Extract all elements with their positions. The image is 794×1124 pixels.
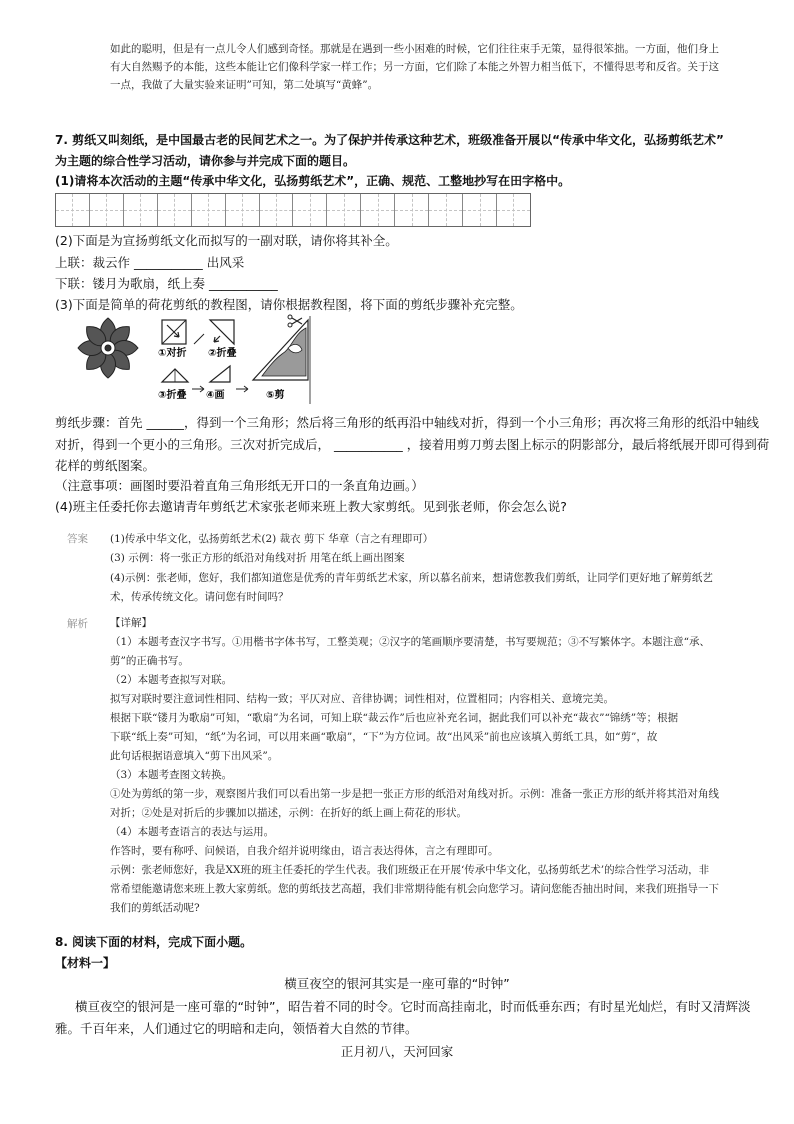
- grid-cell[interactable]: [497, 194, 530, 226]
- q7-stem-line-1: 7. 剪纸又叫刻纸，是中国最古老的民间艺术之一。为了保护并传承这种艺术，班级准备开展以“传承中华文化，弘扬剪纸艺术”: [55, 133, 724, 147]
- analysis-line: 此句话根据语意填入“剪下出风采”。: [110, 750, 279, 762]
- grid-cell[interactable]: [395, 194, 429, 226]
- step3-label: ③折叠: [158, 390, 187, 401]
- answer-line-3: (4)示例：张老师，您好，我们都知道您是优秀的青年剪纸艺术家，所以慕名前来，想请您教我们剪纸，让同学们更好地了解剪纸艺: [110, 572, 713, 584]
- q8-para-line-1: 横亘夜空的银河是一座可靠的“时钟”，昭告着不同的时令。它时而高挂南北，时而低垂东西；有时星光灿烂，有时又清辉淡: [75, 999, 751, 1014]
- analysis-line: 常希望能邀请您来班上教大家剪纸。您的剪纸技艺高超，我们非常期待能有机会向您学习。请问您能否抽出时间，来我们班指导一下: [110, 883, 719, 895]
- grid-cell[interactable]: [158, 194, 192, 226]
- grid-cell[interactable]: [192, 194, 226, 226]
- cut-steps-line-2: 对折，得到一个更小的三角形。三次对折完成后， ___________ ，接着用剪刀剪去图上标示的阴影部分，最后将纸展开即可得到荷: [55, 437, 770, 452]
- q7-sub3: (3)下面是简单的荷花剪纸的教程图，请你根据教程图，将下面的剪纸步骤补充完整。: [55, 297, 523, 312]
- q7-sub1: (1)请将本次活动的主题“传承中华文化，弘扬剪纸艺术”，正确、规范、工整地抄写在田字格中。: [55, 174, 571, 188]
- step4-label: ④画: [206, 390, 225, 401]
- analysis-line: 剪”的正确书写。: [110, 655, 189, 667]
- grid-cell[interactable]: [260, 194, 294, 226]
- analysis-line: （1）本题考查汉字书写。①用楷书字体书写，工整美观；②汉字的笔画顺序要清楚，书写要规范；③不写繁体字。本题注意“承、: [110, 636, 711, 648]
- q8-subtitle: 正月初八，天河回家: [340, 1044, 454, 1059]
- answer-line-4: 术，传承传统文化。请问您有时间吗？: [110, 591, 289, 603]
- step5-label: ⑤剪: [266, 390, 285, 401]
- q8-stem: 8. 阅读下面的材料，完成下面小题。: [55, 935, 253, 949]
- cut-steps-line-3: 花样的剪纸图案。: [55, 458, 156, 473]
- answer-label: 答案: [67, 533, 88, 545]
- tianzige-grid[interactable]: [55, 193, 531, 227]
- analysis-line: 根据下联“镂月为歌扇”可知，“歌扇”为名词，可知上联“裁云作”后也应补充名词，据此我们可以补充“裁衣”“锦绣”等；根据: [110, 712, 679, 724]
- q7-sub4: (4)班主任委托你去邀请青年剪纸艺术家张老师来班上教大家剪纸。见到张老师，你会怎么说?: [55, 499, 567, 514]
- lotus-flower-icon: [78, 318, 138, 378]
- grid-cell[interactable]: [124, 194, 158, 226]
- q8-para-line-2: 雅。千百年来，人们通过它的明暗和走向，领悟着大自然的节律。: [55, 1021, 418, 1036]
- analysis-line: ①处为剪纸的第一步，观察图片我们可以看出第一步是把一张正方形的纸沿对角线对折。示例：准备一张正方形的纸并将其沿对角线: [110, 788, 719, 800]
- analysis-line: （4）本题考查语言的表达与运用。: [110, 826, 275, 838]
- q8-article-title: 横亘夜空的银河其实是一座可靠的“时钟”: [284, 976, 510, 991]
- q8-material-label: 【材料一】: [55, 956, 116, 970]
- grid-cell[interactable]: [226, 194, 260, 226]
- analysis-line: 作答时，要有称呼、问候语，自我介绍并说明缘由，语言表达得体，言之有理即可。: [110, 845, 499, 857]
- arrow-4-to-5-icon: [236, 386, 248, 392]
- answer-line-1: (1)传承中华文化，弘扬剪纸艺术(2) 裁衣 剪下 华章（言之有理即可）: [110, 533, 434, 545]
- grid-cell[interactable]: [463, 194, 497, 226]
- analysis-line: 【详解】: [110, 617, 152, 629]
- grid-cell[interactable]: [56, 194, 90, 226]
- arrow-3-to-4-icon: [192, 386, 204, 392]
- analysis-label: 解析: [67, 618, 88, 630]
- analysis-line: 我们的剪纸活动呢?: [110, 902, 200, 914]
- analysis-line: （3）本题考查图文转换。: [110, 769, 233, 781]
- analysis-line: 对折；②处是对折后的步骤加以描述，示例：在折好的纸上画上荷花的形状。: [110, 807, 467, 819]
- paper-cut-tutorial-figure: [70, 314, 315, 406]
- cut-steps-line-1: 剪纸步骤：首先 ______，得到一个三角形；然后将三角形的纸再沿中轴线对折，得到一个小三角形；再次将三角形的纸沿中轴线: [55, 415, 759, 430]
- grid-cell[interactable]: [293, 194, 327, 226]
- step2-label: ②折叠: [208, 348, 237, 359]
- analysis-line: 下联“纸上奏”可知，“纸”为名词，可以用来画“歌扇”，“下”为方位词。故“出风采”前也应该填入剪纸工具，如“剪”，故: [110, 731, 658, 743]
- grid-cell[interactable]: [327, 194, 361, 226]
- cut-note: （注意事项：画图时要沿着直角三角形纸无开口的一条直角边画。）: [55, 478, 424, 493]
- analysis-line: （2）本题考查拟写对联。: [110, 674, 233, 686]
- intro-line-2: 有大自然赐予的本能，这些本能让它们像科学家一样工作；另一方面，它们除了本能之外智力相当低下，不懂得思考和反省。关于这: [110, 61, 719, 73]
- scissors-icon: [292, 318, 302, 324]
- arrow-1-to-2-icon: [194, 334, 204, 344]
- couplet-upper: 上联：裁云作 ___________ 出风采: [55, 255, 245, 270]
- grid-cell[interactable]: [361, 194, 395, 226]
- step4-triangle: [210, 366, 230, 382]
- couplet-lower: 下联：镂月为歌扇，纸上奏 ___________: [55, 276, 278, 291]
- grid-cell[interactable]: [429, 194, 463, 226]
- intro-line-3: 一点，我做了大量实验来证明”可知，第二处填写“黄蜂”。: [110, 79, 379, 91]
- step1-label: ①对折: [158, 348, 187, 359]
- answer-line-2: (3) 示例：将一张正方形的纸沿对角线对折 用笔在纸上画出图案: [110, 552, 405, 564]
- step2-fold-arrow-icon: [214, 336, 220, 342]
- analysis-line: 示例：张老师您好，我是XX班的班主任委托的学生代表。我们班级正在开展‘传承中华文化，弘扬剪纸艺术’的综合性学习活动，非: [110, 864, 710, 876]
- analysis-line: 拟写对联时要注意词性相同、结构一致；平仄对应、音律协调；词性相对，位置相同；内容相关、意境完美。: [110, 693, 614, 705]
- q7-stem-line-2: 为主题的综合性学习活动，请你参与并完成下面的题目。: [55, 154, 356, 168]
- grid-cell[interactable]: [90, 194, 124, 226]
- q7-sub2: (2)下面是为宣扬剪纸文化而拟写的一副对联，请你将其补全。: [55, 233, 398, 248]
- intro-line-1: 如此的聪明，但是有一点儿令人们感到奇怪。那就是在遇到一些小困难的时候，它们往往束手无策，显得很笨拙。一方面，他们身上: [110, 43, 719, 55]
